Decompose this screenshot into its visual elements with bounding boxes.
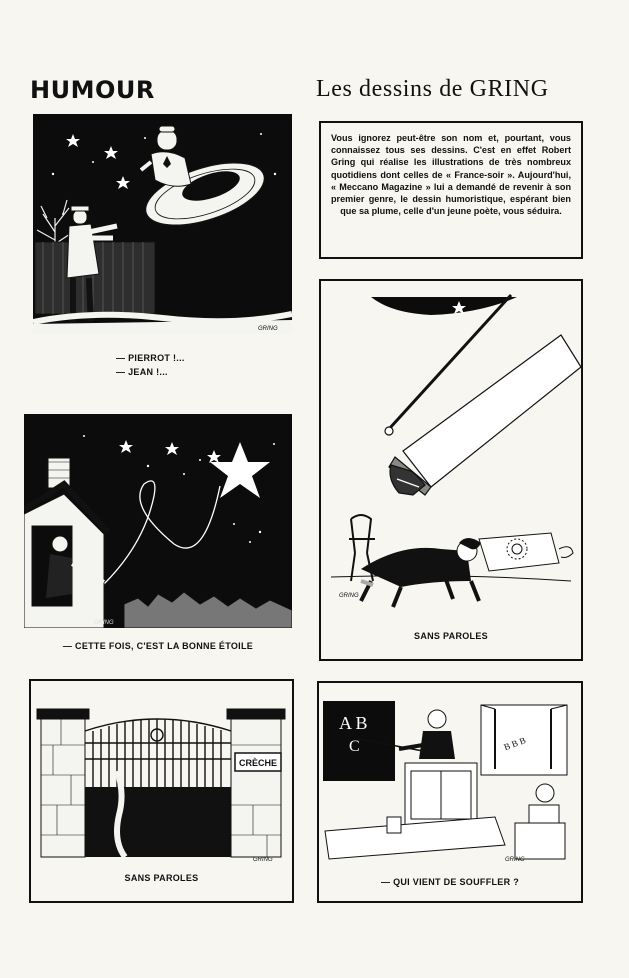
telescope-drawing (321, 281, 581, 659)
pupil-icon (515, 784, 565, 859)
right-pillar-icon (227, 709, 285, 857)
classroom-drawing (319, 689, 581, 867)
thought-letters: B B B (502, 735, 528, 753)
lasso-icon (104, 481, 220, 584)
left-pillar-icon (37, 709, 89, 857)
caption-pierrot-1: — PIERROT !... (116, 353, 185, 363)
caption-bonne-etoile: — CETTE FOIS, C'EST LA BONNE ÉTOILE (62, 641, 254, 651)
creche-drawing (31, 695, 292, 865)
cartoon-telescope (319, 279, 583, 661)
board-line-1: A B (339, 713, 368, 733)
crawling-man-icon (361, 538, 481, 607)
caption-classroom: — QUI VIENT DE SOUFFLER ? (380, 877, 519, 887)
caption-creche: SANS PAROLES (124, 873, 199, 883)
caption-pierrot-2: — JEAN !... (116, 367, 168, 377)
signature: GRING (94, 620, 114, 626)
intro-box: Vous ignorez peut-être son nom et, pourtant, vous connaissez tous ses dessins. C'est en effet Robert Gring qui réalise les illustrations de très nombreux quotidiens dont celles de « France-soir ». Aujourd'hui, « Meccano Magazine » lui a demandé de revenir à son premier genre, le dessin humoristique, espérant bien que sa plume, celle d'un jeune poète, vous séduira. (319, 121, 583, 259)
town-skyline-icon (124, 592, 292, 628)
signature: GRING (505, 857, 525, 863)
pierrot-drawing (33, 114, 292, 334)
cartoon-bonne-etoile (24, 414, 292, 628)
cartoon-pierrot (33, 114, 292, 334)
house-icon (24, 458, 108, 628)
signature: GRING (258, 326, 278, 332)
creche-sign-text: CRÈCHE (238, 758, 278, 768)
section-title: HUMOUR (30, 76, 155, 104)
bin-icon (387, 817, 401, 833)
signature: GRING (253, 857, 273, 863)
flying-saucer-icon (138, 126, 272, 238)
page-heading: Les dessins de GRING (316, 76, 549, 102)
map-icon (479, 533, 573, 571)
cartoon-creche (29, 679, 294, 903)
teacher-icon (399, 710, 455, 759)
telescope-icon (385, 295, 581, 495)
stars-icon (83, 435, 275, 543)
cartoon-classroom (317, 681, 583, 903)
signature: GRING (339, 593, 359, 599)
board-line-2: C (349, 738, 360, 755)
bonne-etoile-drawing (24, 414, 292, 628)
gate-shadow (85, 787, 231, 857)
caption-telescope: SANS PAROLES (414, 631, 488, 641)
